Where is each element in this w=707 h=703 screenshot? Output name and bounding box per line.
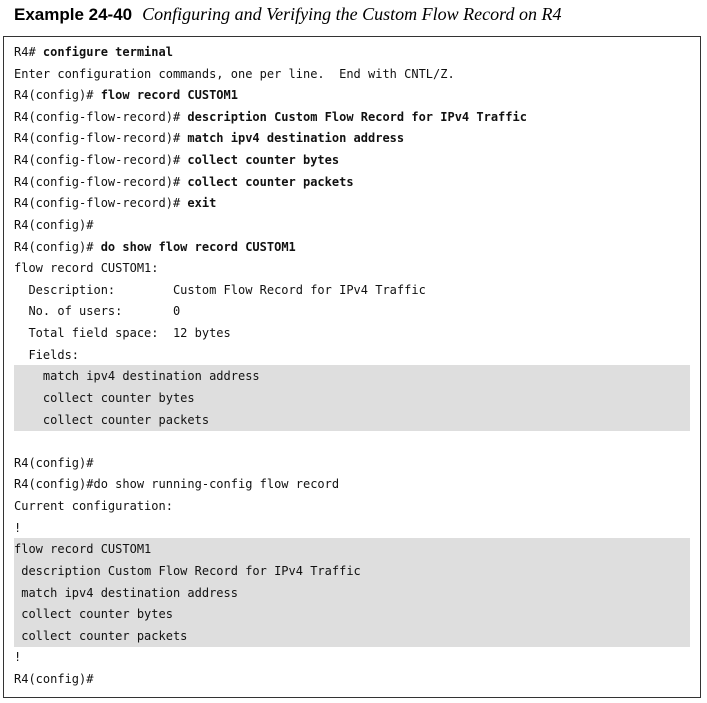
code-line [14, 323, 690, 345]
code-line [14, 626, 690, 648]
cli-output: ! [14, 520, 22, 535]
code-line [14, 583, 690, 605]
cli-output: ! [14, 650, 22, 665]
code-line [14, 237, 690, 259]
cli-output: Fields: [14, 347, 80, 362]
example-title: Configuring and Verifying the Custom Flow Record on R4 [142, 4, 562, 24]
cli-output: flow record CUSTOM1 [14, 542, 152, 557]
cli-command: description Custom Flow Record for IPv4 Traffic [187, 109, 527, 124]
code-line [14, 518, 690, 540]
code-line [14, 388, 690, 410]
example-heading [14, 4, 561, 28]
cli-output: match ipv4 destination address [14, 585, 238, 600]
cli-output: Description: Custom Flow Record for IPv4 Traffic [14, 282, 426, 297]
cli-prompt: R4(config-flow-record)# [14, 131, 188, 146]
cli-output: Current configuration: [14, 499, 173, 514]
code-line [14, 150, 690, 172]
cli-prompt: R4(config-flow-record)# [14, 153, 188, 168]
cli-prompt: R4(config-flow-record)# [14, 174, 188, 189]
code-line [14, 193, 690, 215]
cli-prompt: R4(config-flow-record)# [14, 196, 188, 211]
cli-command: flow record CUSTOM1 [100, 88, 238, 103]
code-line [14, 345, 690, 367]
cli-output: collect counter packets [14, 412, 210, 427]
code-line [14, 496, 690, 518]
cli-output: description Custom Flow Record for IPv4 Traffic [14, 563, 361, 578]
cli-prompt: R4(config)# [14, 239, 101, 254]
cli-command: exit [187, 196, 217, 211]
code-line [14, 669, 690, 691]
cli-command: do show flow record CUSTOM1 [100, 239, 296, 254]
code-line [14, 42, 690, 64]
cli-output: R4(config)# [14, 455, 94, 470]
code-line [14, 539, 690, 561]
cli-output: R4(config)# [14, 671, 94, 686]
cli-prompt: R4(config-flow-record)# [14, 109, 188, 124]
code-line [14, 258, 690, 280]
cli-prompt: R4# [14, 45, 43, 59]
cli-command: match ipv4 destination address [187, 131, 405, 146]
cli-output: R4(config)# [14, 217, 94, 232]
cli-command: collect counter bytes [187, 153, 340, 168]
code-line [14, 647, 690, 669]
cli-output: match ipv4 destination address [14, 369, 260, 384]
cli-output: collect counter bytes [14, 607, 173, 622]
cli-output: collect counter bytes [14, 390, 195, 405]
code-line [14, 64, 690, 86]
cli-output: Enter configuration commands, one per line. End with CNTL/Z. [14, 66, 455, 81]
code-line [14, 366, 690, 388]
code-line [14, 301, 690, 323]
cli-prompt: R4(config)# [14, 88, 101, 103]
cli-output: R4(config)#do show running-config flow record [14, 477, 340, 492]
code-line [14, 474, 690, 496]
code-line [14, 431, 690, 453]
cli-output: Total field space: 12 bytes [14, 326, 231, 341]
example-number: Example 24-40 [14, 5, 133, 24]
code-line [14, 410, 690, 432]
code-line [14, 604, 690, 626]
code-line [14, 215, 690, 237]
code-line [14, 453, 690, 475]
cli-output: No. of users: 0 [14, 304, 181, 319]
code-line [14, 561, 690, 583]
code-line [14, 280, 690, 302]
code-line [14, 107, 690, 129]
code-line [14, 172, 690, 194]
code-line [14, 128, 690, 150]
cli-output: flow record CUSTOM1: [14, 261, 159, 276]
cli-command: collect counter packets [187, 174, 354, 189]
cli-command: configure terminal [42, 45, 173, 59]
code-line [14, 85, 690, 107]
code-listing [3, 36, 701, 698]
cli-output: collect counter packets [14, 628, 188, 643]
